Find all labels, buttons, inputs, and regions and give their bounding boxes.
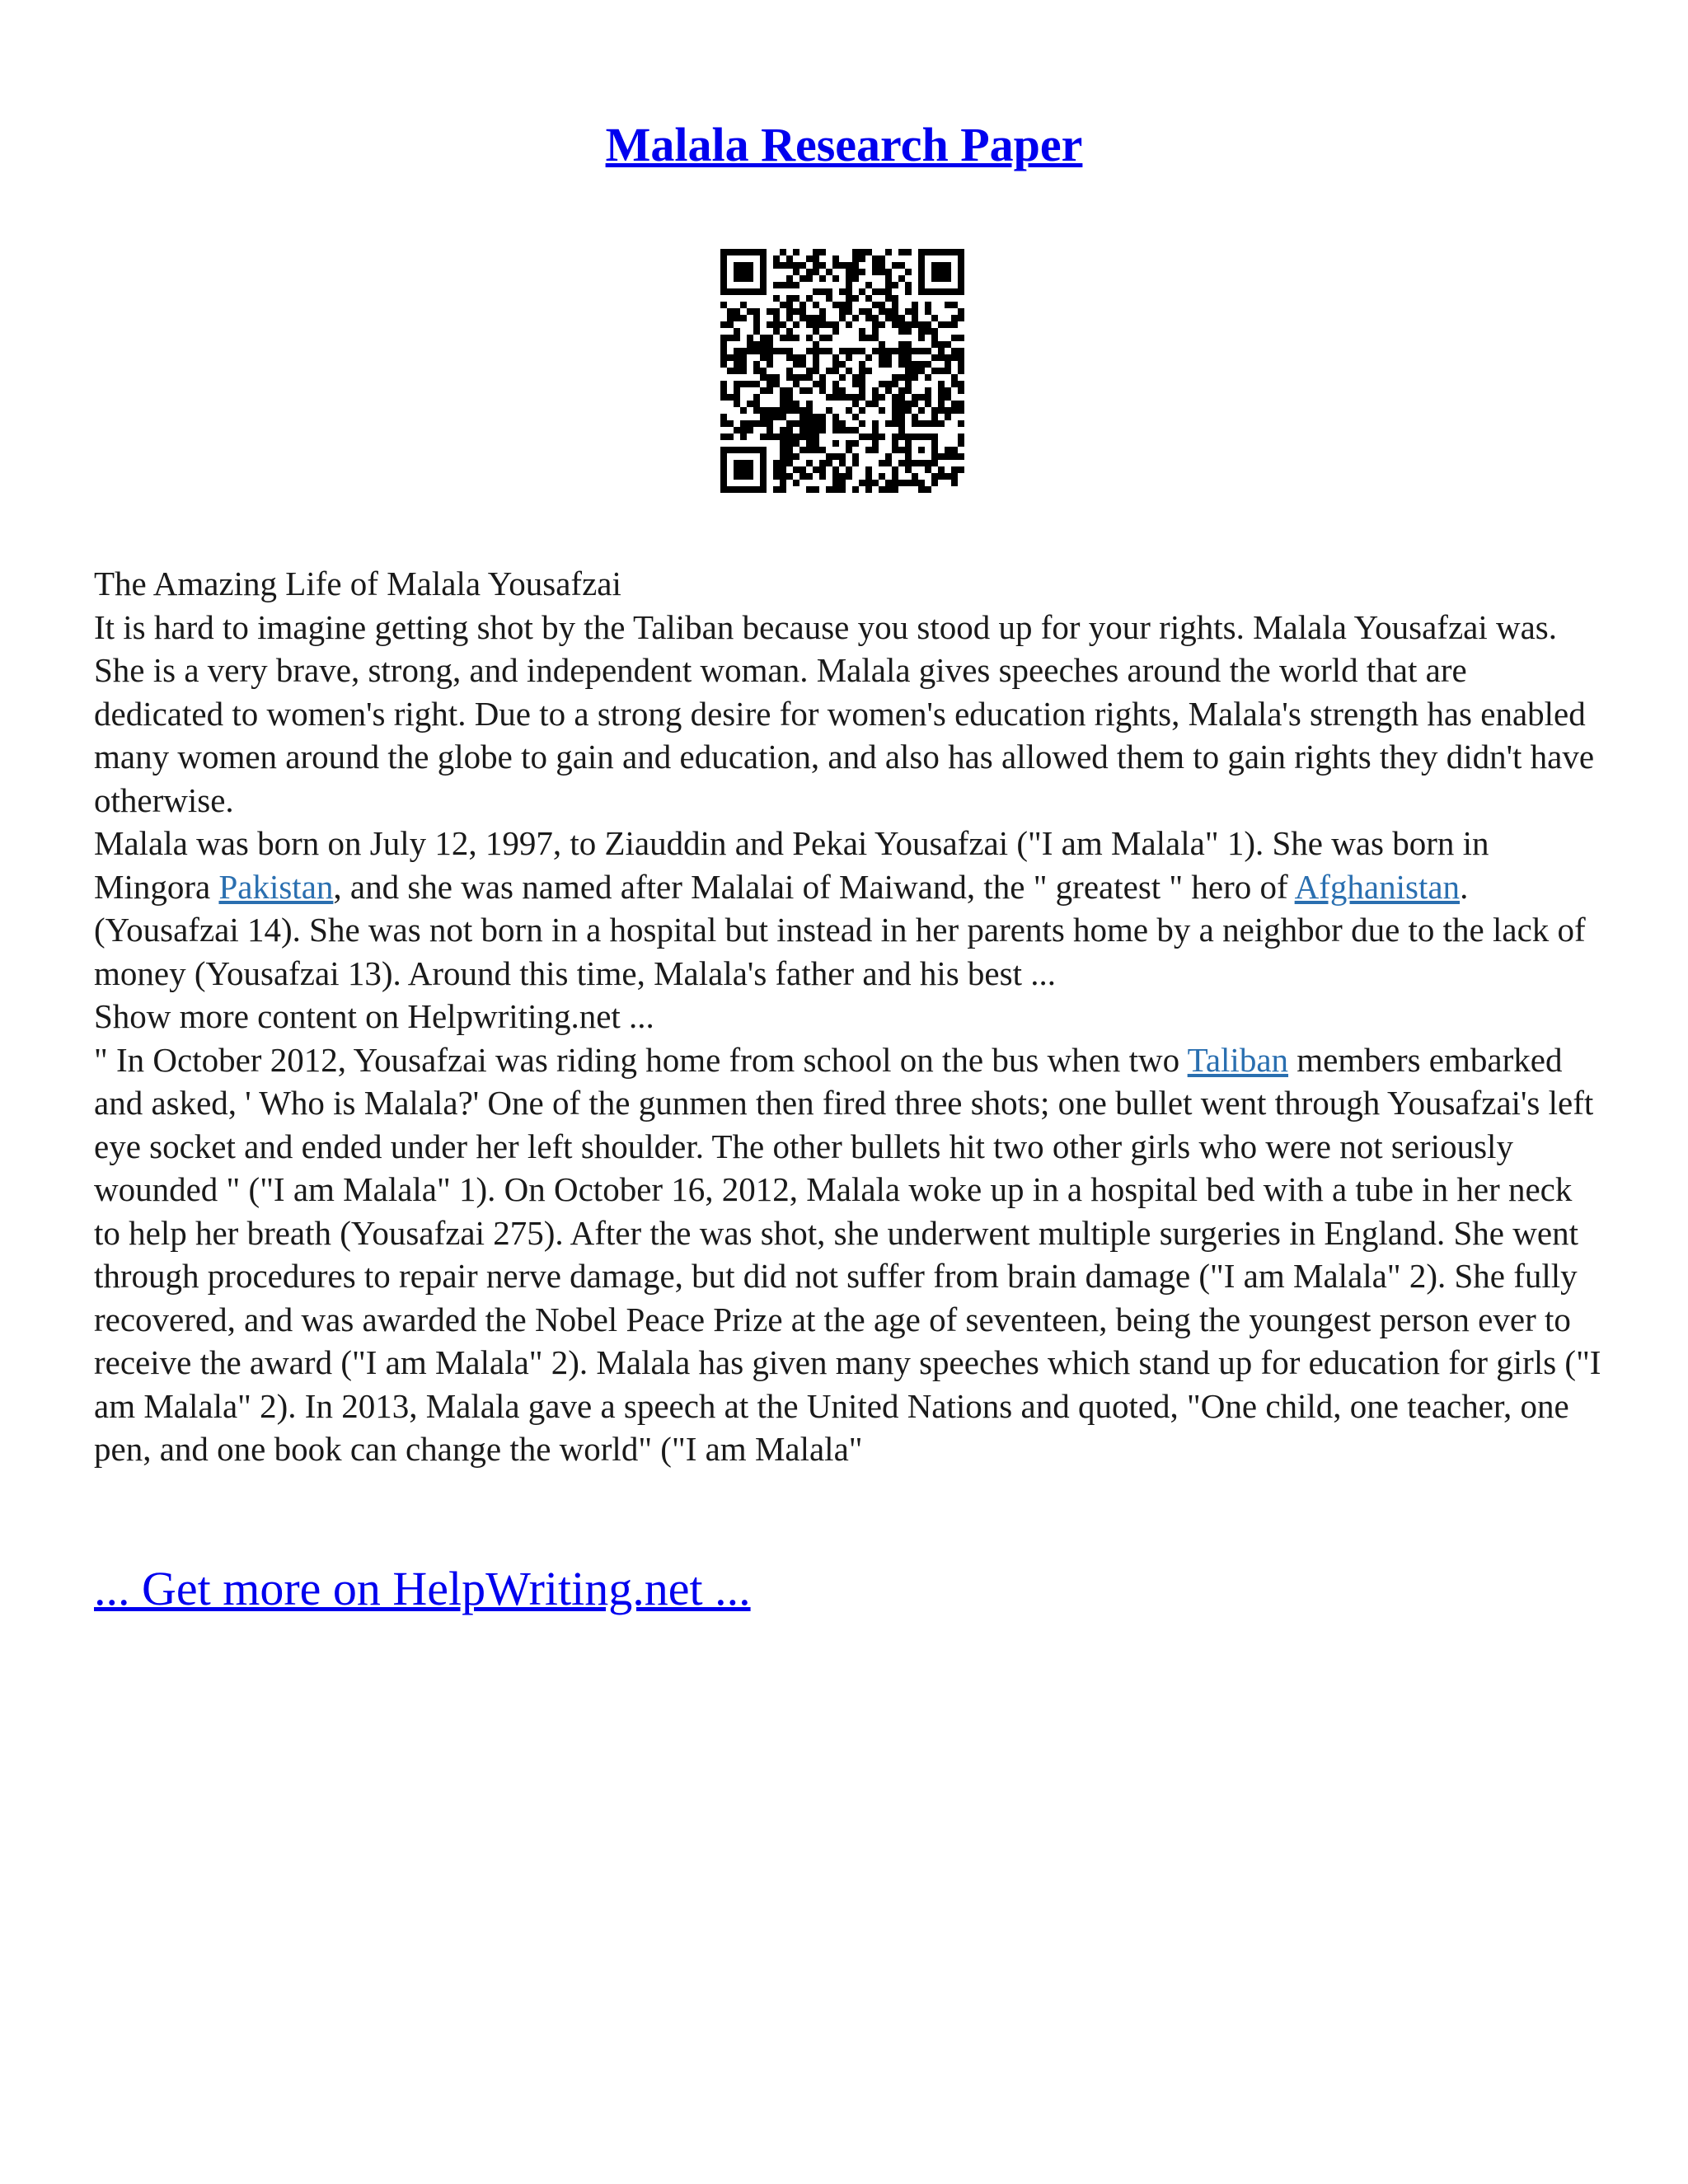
get-more-container	[94, 1559, 751, 1619]
pakistan-link[interactable]: Pakistan	[218, 867, 334, 906]
paragraph-birth-text-2: , and she was named after Malalai of Maiwand, the " greatest " hero of	[333, 867, 1295, 906]
paragraph-birth-text-1: Malala was born on July 12, 1997, to Ziauddin and Pekai Yousafzai ("I am Malala" 1). She was born in Mingora	[94, 824, 1489, 906]
show-more-text: Show more content on Helpwriting.net ...	[94, 997, 654, 1035]
paragraph-shooting-text-1: " In October 2012, Yousafzai was riding home from school on the bus when two	[94, 1040, 1188, 1079]
title-link[interactable]: Malala Research Paper	[605, 118, 1083, 171]
qr-code-icon	[720, 249, 964, 493]
paragraph-birth	[94, 822, 1602, 995]
paragraph-shooting-text-2: members embarked and asked, ' Who is Malala?' One of the gunmen then fired three shots; one bullet went through Yousafzai's left eye socket and ended under her left shoulder. The other bullets hit two other girls who were not seriously wounded " ("I am Malala" 1). On October 16, 2012, Malala woke up in a hospital bed with a tube in her neck to help her breath (Yousafzai 275). After the was shot, she underwent multiple surgeries in England. She went through procedures to repair nerve damage, but did not suffer from brain damage ("I am Malala" 2). She fully recovered, and was awarded the Nobel Peace Prize at the age of seventeen, being the youngest person ever to receive the award ("I am Malala" 2). Malala has given many speeches which stand up for education for girls ("I am Malala" 2). In 2013, Malala gave a speech at the United Nations and quoted, "One child, one teacher, one pen, and one book can change the world" ("I am Malala"	[94, 1040, 1601, 1468]
taliban-link[interactable]: Taliban	[1187, 1040, 1289, 1079]
paragraph-shooting	[94, 1038, 1602, 1471]
page-title	[0, 115, 1688, 175]
document-body	[94, 562, 1602, 1471]
article-heading: The Amazing Life of Malala Yousafzai	[94, 565, 621, 602]
get-more-link[interactable]: ... Get more on HelpWriting.net ...	[94, 1562, 751, 1615]
paragraph-birth-text-3: . (Yousafzai 14). She was not born in a hospital but instead in her parents home by a neighbor due to the lack of money (Yousafzai 13). Around this time, Malala's father and his best ...	[94, 867, 1586, 992]
afghanistan-link[interactable]: Afghanistan	[1294, 867, 1461, 906]
paragraph-intro: It is hard to imagine getting shot by the Taliban because you stood up for your rights. Malala Yousafzai was. She is a very brave, strong, and independent woman. Malala gives speeches around the world that are dedicated to women's right. Due to a strong desire for women's education rights, Malala's strength has enabled many women around the globe to gain and education, and also has allowed them to gain rights they didn't have otherwise.	[94, 607, 1595, 819]
